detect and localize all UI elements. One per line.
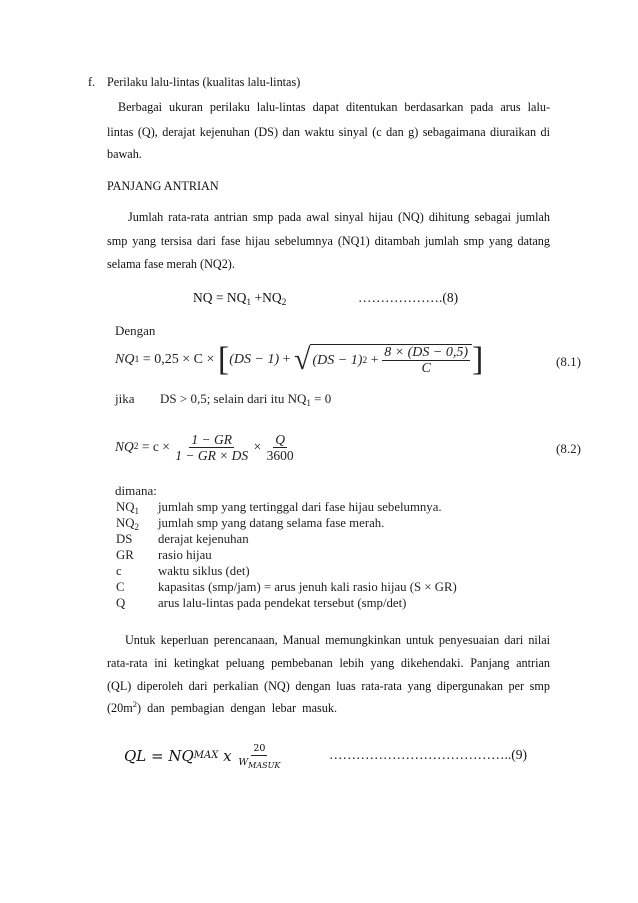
def-symbol: NQ (116, 516, 135, 530)
eq81-bracket-right: ] (472, 341, 484, 378)
def-description: arus lalu-lintas pada pendekat tersebut (smp/det) (158, 596, 407, 610)
eq82-times: × (250, 439, 265, 454)
eq82-lhs: NQ (115, 439, 134, 454)
eq81-plus: + (279, 352, 295, 367)
eq82-eq: = c × (138, 439, 174, 454)
jika-label: jika (115, 391, 135, 406)
definitions-list (0, 500, 638, 620)
para2-line-4-start: (20m (107, 701, 133, 715)
def-symbol: C (116, 580, 125, 594)
def-symbol: NQ (116, 500, 135, 514)
eq82-number: (8.2) (556, 441, 581, 456)
condition-text (160, 391, 331, 407)
para2-line-1: Untuk keperluan perencanaan, Manual memungkinkan untuk penyesuaian dari nilai (125, 633, 550, 647)
def-description: jumlah smp yang datang selama fase merah. (158, 516, 385, 530)
def-symbol: Q (116, 596, 126, 610)
para2-line-4-end: ) dan pembagian dengan lebar masuk. (137, 701, 338, 715)
eq81-term1: (DS − 1) (229, 352, 280, 367)
condition-line (115, 391, 135, 407)
eq8-number: ……………….(8) (358, 290, 459, 305)
equation-9: QL = NQ MAX x $\frac{20}{W_{MASUK}}$ (124, 743, 281, 770)
eq9-x: x (218, 747, 237, 765)
para1-line-1: Jumlah rata-rata antrian smp pada awal sinyal hijau (NQ) dihitung sebagai jumlah (128, 210, 550, 224)
intro-line-3: bawah. (107, 147, 142, 161)
eq8-sub1: 1 (246, 298, 252, 308)
para2-superscript: 2 (132, 699, 137, 709)
eq81-frac-den: C (421, 361, 431, 376)
condition-sub: 1 (306, 398, 311, 408)
def-description: jumlah smp yang tertinggal dari fase hijau sebelumnya. (158, 500, 442, 514)
eq82-fraction-1 (173, 432, 250, 463)
eq8-plus: +NQ (251, 290, 282, 305)
intro-line-2: lintas (Q), derajat kejenuhan (DS) dan waktu sinyal (c dan g) sebagaimana diuraikan di (107, 125, 550, 139)
eq82-frac1-num: 1 − GR (191, 431, 232, 447)
def-symbol: GR (116, 548, 134, 562)
def-description: derajat kejenuhan (158, 532, 249, 546)
section-title: Perilaku lalu-lintas (kualitas lalu-lintas) (107, 75, 301, 89)
eq81-sqrt-term: (DS − 1) (312, 352, 363, 368)
para1-line-2: smp yang tersisa dari fase hijau sebelumnya (NQ1) ditambah jumlah smp yang datang (107, 234, 550, 248)
para2-line-4 (107, 701, 337, 715)
def-description: rasio hijau (158, 548, 212, 562)
eq81-rhs-start: = 0,25 × C × (139, 352, 218, 367)
list-marker: f. (88, 75, 96, 89)
intro-line-1: Berbagai ukuran perilaku lalu-lintas dapat ditentukan berdasarkan pada arus lalu- (118, 100, 550, 114)
eq81-lhs: NQ (115, 352, 135, 367)
def-symbol: DS (116, 532, 133, 546)
eq82-frac2-num: Q (275, 431, 285, 447)
eq81-number: (8.1) (556, 354, 581, 369)
subsection-heading: PANJANG ANTRIAN (107, 179, 219, 193)
def-symbol: c (116, 564, 122, 578)
equation-8 (193, 290, 286, 306)
para2-line-3: (QL) diperoleh dari perkalian (NQ) dengan luas rata-rata yang dipergunakan per smp (107, 679, 550, 693)
eq81-frac-num: 8 × (DS − 0,5) (384, 345, 469, 360)
sqrt-body: (DS − 1) 2 + $\frac{8 \times (DS - 0,5)}{C}$ (310, 344, 472, 376)
equation-8-1: NQ 1 = 0,25 × C × [ (DS − 1) + √ (DS − 1) 2 + $\frac{8 \times (DS - 0,5)}{C}$ ] (115, 341, 484, 378)
para1-line-3: selama fase merah (NQ2). (107, 257, 235, 271)
eq82-frac2-den: 3600 (266, 447, 294, 463)
eq9-den-sub: MASUK (248, 761, 281, 770)
eq9-num: 20 (253, 743, 266, 754)
eq9-den: W (238, 757, 249, 768)
sqrt-icon: √ (294, 343, 311, 376)
condition-main: DS > 0,5; selain dari itu NQ (160, 391, 307, 406)
def-symbol-sub: 1 (134, 506, 139, 516)
equation-8-2: NQ 2 = c × $\frac{1 - GR}{1 - GR \times DS}$ × $\frac{Q}{3600}$ (115, 431, 294, 463)
para2-line-2: rata-rata ini ketingkat peluang pembebanan lebih yang dikehendaki. Panjang antrian (107, 656, 550, 670)
eq8-lhs: NQ = NQ (193, 290, 247, 305)
eq9-number: …………………………………..(9) (329, 747, 527, 762)
dimana-label: dimana: (115, 483, 157, 498)
eq81-fraction (382, 345, 470, 376)
dengan-label: Dengan (115, 323, 156, 338)
eq81-bracket-left: [ (217, 341, 230, 378)
def-description: waktu siklus (det) (158, 564, 250, 578)
def-symbol-sub: 2 (134, 522, 139, 532)
eq9-lhs: QL = NQ (124, 747, 194, 765)
eq9-fraction (236, 743, 282, 769)
eq8-sub2: 2 (281, 298, 287, 308)
def-description: kapasitas (smp/jam) = arus jenuh kali rasio hijau (S × GR) (158, 580, 457, 594)
condition-tail: = 0 (310, 391, 332, 406)
eq82-fraction-2 (265, 432, 296, 463)
eq82-frac1-den: 1 − GR × DS (175, 447, 249, 463)
